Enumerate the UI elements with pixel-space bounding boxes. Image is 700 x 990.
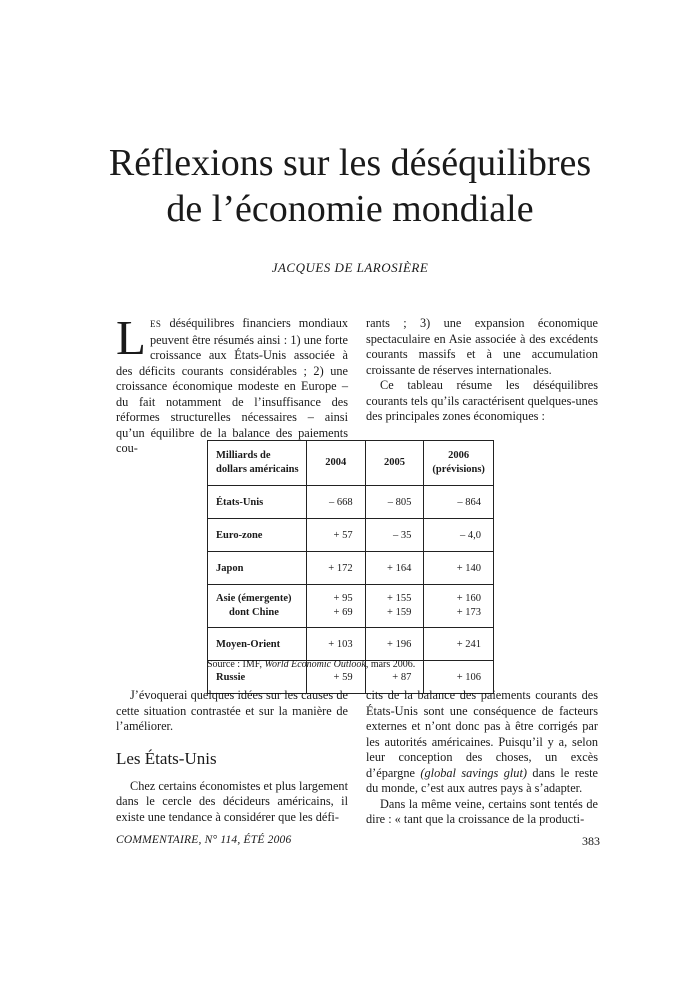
row-label <box>208 585 307 628</box>
header-2006-line-2: (prévisions) <box>432 464 485 475</box>
table-row <box>208 585 494 628</box>
intro-paragraph <box>116 310 348 457</box>
cell-value-sub: + 159 <box>387 607 412 618</box>
body-column-left <box>116 688 348 825</box>
journal-footer: COMMENTAIRE, N° 114, ÉTÉ 2006 <box>116 834 292 846</box>
row-label: Moyen-Orient <box>208 628 307 661</box>
cell-2006: + 106 <box>424 661 494 694</box>
cell-2006: + 140 <box>424 552 494 585</box>
table-row <box>208 519 494 552</box>
cell-value: + 95 <box>333 593 353 604</box>
intro-text: déséquilibres financiers mondiaux peuvent être résumés ainsi : 1) une forte croissance aux États-Unis associée à des déficits courants considérables ; 2) une croissance économique modeste en Europe – du fait notamment de l’insuffisance des réformes structurelles nécessaires – ainsi qu’un équilibre de la balance des paiements cou- <box>116 316 348 455</box>
cell-2005 <box>365 585 424 628</box>
header-category-line-1: Milliards de <box>216 450 271 461</box>
body-paragraph <box>366 688 598 797</box>
body-column-right <box>366 688 598 828</box>
page-number: 383 <box>582 834 600 848</box>
cell-2005: + 87 <box>365 661 424 694</box>
cell-2006 <box>424 585 494 628</box>
cell-2005: + 164 <box>365 552 424 585</box>
section-heading: Les États-Unis <box>116 748 217 768</box>
body-paragraph: Chez certains économistes et plus largement dans le cercle des décideurs américains, il existe une tendance à considérer que les défi- <box>116 778 348 824</box>
cell-value-sub: + 69 <box>333 607 353 618</box>
table-intro-paragraph: Ce tableau résume les déséquilibres courants tels qu’ils caractérisent quelques-unes des principales zones économiques : <box>366 378 598 423</box>
cell-2004: + 172 <box>306 552 365 585</box>
cell-2004: + 103 <box>306 628 365 661</box>
body-italic-term: (global savings glut) <box>420 765 527 780</box>
body-paragraph: J’évoquerai quelques idées sur les causes de cette situation contrastée et sur la manière de l’améliorer. <box>116 688 348 733</box>
cell-2004: + 59 <box>306 661 365 694</box>
article-title <box>60 140 640 232</box>
cell-2005: – 805 <box>365 486 424 519</box>
intro-column-left <box>116 310 348 457</box>
cell-value: + 160 <box>456 593 481 604</box>
body-paragraph: Dans la même veine, certains sont tentés de dire : « tant que la croissance de la producti- <box>366 796 598 826</box>
row-label: Russie <box>208 661 307 694</box>
drop-cap: L <box>116 310 146 365</box>
header-2006 <box>424 441 494 486</box>
source-title: World Economic Outlook <box>264 659 366 670</box>
header-category-line-2: dollars américains <box>216 464 299 475</box>
table-row <box>208 486 494 519</box>
cell-value: + 155 <box>387 593 412 604</box>
table-row <box>208 552 494 585</box>
table-row <box>208 628 494 661</box>
cell-2004: + 57 <box>306 519 365 552</box>
title-line-2: de l’économie mondiale <box>166 188 534 230</box>
source-prefix: Source : IMF, <box>207 659 265 670</box>
cell-2004: – 668 <box>306 486 365 519</box>
body-text: dans le reste du monde, c’est aux autres pays à s’adapter. <box>366 765 598 795</box>
table-source <box>207 659 415 670</box>
cell-2004 <box>306 585 365 628</box>
body-text: cits de la balance des paiements courants des États-Unis sont une conséquence de facteurs externes et n’ont donc pas à être corrigés par les autorités américaines. Puisqu’il y a, selon leur conception des choses, un excès d’épargne <box>366 688 598 780</box>
title-line-1: Réflexions sur les déséquilibres <box>108 142 592 184</box>
row-label: Euro-zone <box>208 519 307 552</box>
author-name: JACQUES DE LAROSIÈRE <box>271 260 429 275</box>
intro-column-right <box>366 316 598 425</box>
row-label: États-Unis <box>208 486 307 519</box>
row-label-sub: dont Chine <box>229 607 279 618</box>
header-category <box>208 441 307 486</box>
header-2005: 2005 <box>365 441 424 486</box>
small-caps-lead: ES <box>149 319 162 329</box>
row-label: Japon <box>208 552 307 585</box>
table-header-row <box>208 441 494 486</box>
cell-2006: – 4,0 <box>424 519 494 552</box>
header-2004: 2004 <box>306 441 365 486</box>
row-label-main: Asie (émergente) <box>216 593 292 604</box>
source-suffix: , mars 2006. <box>365 659 416 670</box>
cell-2006: + 241 <box>424 628 494 661</box>
cell-2006: – 864 <box>424 486 494 519</box>
current-account-table <box>207 440 494 694</box>
cell-2005: + 196 <box>365 628 424 661</box>
intro-continuation: rants ; 3) une expansion économique spectaculaire en Asie associée à des excédents courants massifs et à une accumulation croissante de réserves internationales. <box>366 316 598 377</box>
cell-value-sub: + 173 <box>456 607 481 618</box>
header-2006-line-1: 2006 <box>448 450 470 461</box>
cell-2005: – 35 <box>365 519 424 552</box>
